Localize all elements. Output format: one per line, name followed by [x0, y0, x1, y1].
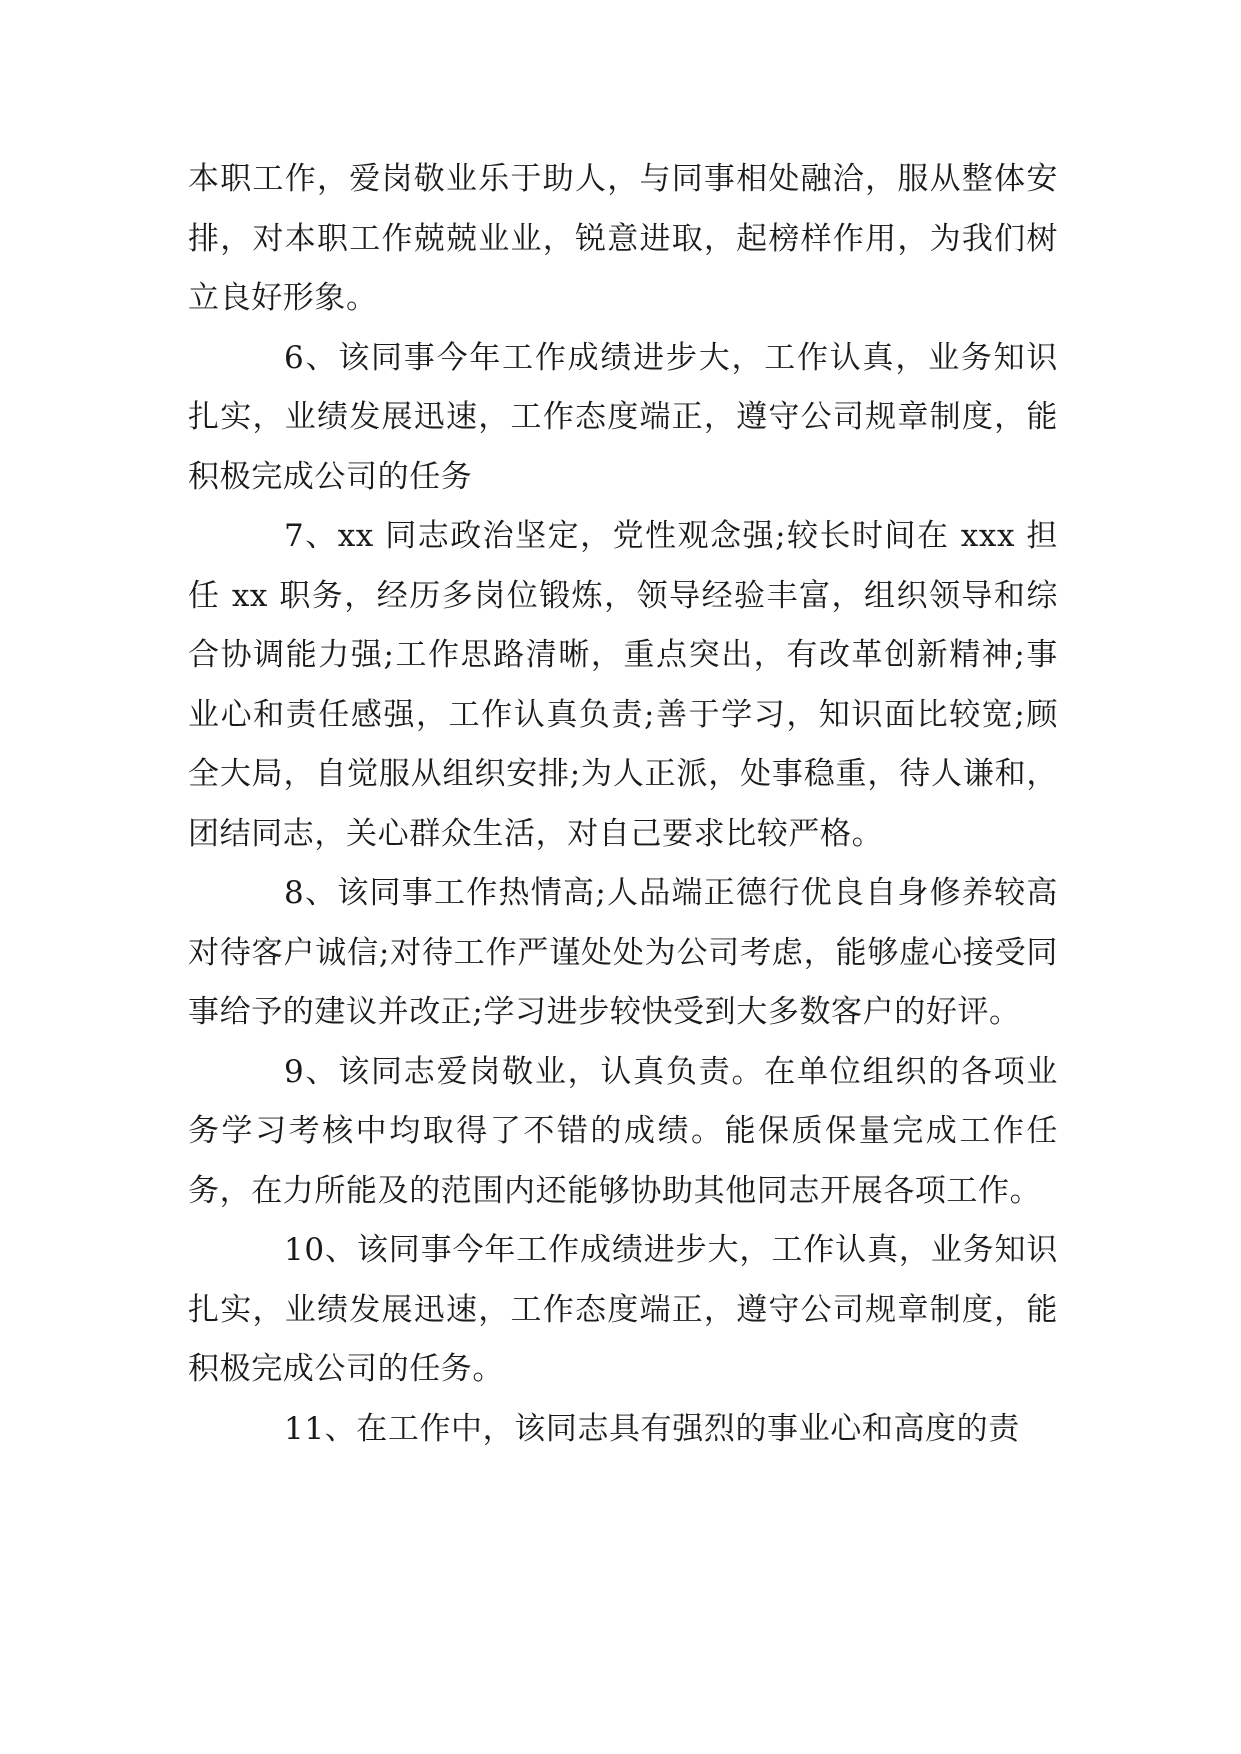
paragraph-item-8: 8、该同事工作热情高;人品端正德行优良自身修养较高对待客户诚信;对待工作严谨处处为公司考虑，能够虚心接受同事给予的建议并改正;学习进步较快受到大多数客户的好评。: [188, 875, 1058, 1030]
paragraph-item-7: 7、xx 同志政治坚定，党性观念强;较长时间在 xxx 担任 xx 职务，经历多岗位锻炼，领导经验丰富，组织领导和综合协调能力强;工作思路清晰，重点突出，有改革创新精神;事业心和责任感强，工作认真负责;善于学习，知识面比较宽;顾全大局，自觉服从组织安排;为人正派，处事稳重，待人谦和，团结同志，关心群众生活，对自己要求比较严格。: [188, 518, 1058, 852]
paragraph-item-10: 10、该同事今年工作成绩进步大，工作认真，业务知识扎实，业绩发展迅速，工作态度端正，遵守公司规章制度，能积极完成公司的任务。: [188, 1232, 1058, 1387]
paragraph-item-6: 6、该同事今年工作成绩进步大，工作认真，业务知识扎实，业绩发展迅速，工作态度端正，遵守公司规章制度，能积极完成公司的任务: [188, 339, 1058, 495]
paragraph-item-11: 11、在工作中，该同志具有强烈的事业心和高度的责: [284, 1410, 1020, 1447]
paragraph-item-9: 9、该同志爱岗敬业，认真负责。在单位组织的各项业务学习考核中均取得了不错的成绩。能保质保量完成工作任务，在力所能及的范围内还能够协助其他同志开展各项工作。: [188, 1053, 1058, 1209]
document-body: [188, 150, 1058, 1459]
paragraph-continuation: 本职工作，爱岗敬业乐于助人，与同事相处融洽，服从整体安排，对本职工作兢兢业业，锐意进取，起榜样作用，为我们树立良好形象。: [188, 161, 1058, 316]
